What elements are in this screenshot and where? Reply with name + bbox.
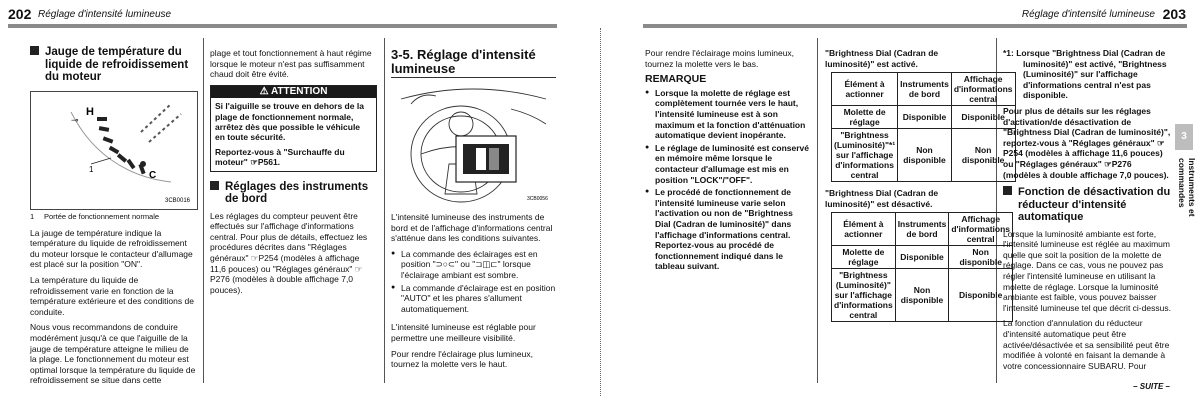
chapter-tab-number: 3 <box>1175 124 1193 150</box>
dimming-bullet-list <box>391 249 556 315</box>
table-cell: Disponible <box>895 246 949 269</box>
header-rule-left <box>8 24 557 28</box>
column-tables <box>825 48 1013 322</box>
warning-reference: Reportez-vous à "Surchauffe du moteur" ☞P561. <box>215 146 345 168</box>
square-bullet-icon <box>30 46 39 55</box>
column-instruments <box>210 48 377 300</box>
column-divider <box>384 38 385 383</box>
table-cell: Non disponible <box>898 129 952 182</box>
figure-code: 3CB0056 <box>527 196 548 202</box>
footnote: *1: Lorsque "Brightness Dial (Cadran de luminosité)" est activé, "Brightness (Luminosité)" sur l'affichage d'informations central n'est pas disponible. <box>1003 48 1167 101</box>
table-title-inactive: "Brightness Dial (Cadran de luminosité)" est désactivé. <box>825 188 939 209</box>
table-cell: Disponible <box>951 106 1015 129</box>
paragraph: Pour plus de détails sur les réglages d'activation/de désactivation de "Brightness Dial (Cadran de luminosité)", reportez-vous à "Réglages généraux" ☞P254 (modèles à affichage 11,6 pouces) ou "Réglages généraux" ☞P276 (modèles à double affichage 7,0 pouces). <box>1003 105 1171 180</box>
warning-box <box>210 85 377 172</box>
gauge-hot-label: H <box>86 106 94 118</box>
table-cell: Molette de réglage <box>832 106 898 129</box>
continued-marker: – SUITE – <box>1133 382 1170 391</box>
column-dimming <box>391 212 556 375</box>
table-header: Affichage d'informations central <box>949 213 1013 246</box>
paragraph: Les réglages du compteur peuvent être effectués sur l'affichage d'informations central. Pour plus de détails, effectuez les procédures décrites dans "Réglages généraux" ☞P254 (modèles à affichage 11,6 pouces) ou "Réglages généraux" ☞P276 (modèles à double affichage 7,0 pouces). <box>210 210 368 295</box>
paragraph: Lorsque la luminosité ambiante est forte, l'intensité lumineuse est réglée au maximum quelle que soit la position de la molette de réglage. Dans ce cas, vous ne pouvez pas régler l'intensité lumineuse en utilisant la molette de réglage. Lorsque la luminosité ambiante est faible, vous pouvez baisser l'intensité lumineuse tel que décrit ci-dessus. <box>1003 228 1171 313</box>
table-row <box>832 246 1013 269</box>
table-inactive <box>831 212 1013 322</box>
list-item: ● La commande des éclairages est en position "⊃○⊂" ou "⊐◫⊏" lorsque l'éclairage ambiant est sombre. <box>391 249 556 281</box>
section-title: 3-5. Réglage d'intensité lumineuse <box>391 47 536 76</box>
paragraph: Pour rendre l'éclairage plus lumineux, tournez la molette vers le haut. <box>391 348 533 370</box>
table-row <box>832 129 1016 182</box>
table-header-row <box>832 73 1016 106</box>
heading-coolant: Jauge de température du liquide de refroidissement du moteur <box>30 46 196 84</box>
list-item: ● Lorsque la molette de réglage est complètement tournée vers le haut, l'intensité lumineuse est à son maximum et la fonction d'atténuation automatique devient inopérante. <box>645 88 810 141</box>
column-divider <box>817 38 818 383</box>
running-title-left: Réglage d'intensité lumineuse <box>38 9 172 20</box>
table-cell: Non disponible <box>951 129 1015 182</box>
table-cell: Non disponible <box>895 269 949 322</box>
table-row <box>832 269 1013 322</box>
remark-title: REMARQUE <box>645 73 707 86</box>
heading-deactivation: Fonction de désactivation du réducteur d'intensité automatique <box>1003 186 1171 224</box>
column-deactivation <box>1003 48 1171 376</box>
page-number-left: 202 <box>8 6 32 22</box>
table-header: Élément à actionner <box>832 73 898 106</box>
list-item: ● Le procédé de fonctionnement de l'intensité lumineuse varie selon l'activation ou non de "Brightness Dial (Cadran de luminosité)" dans l'affichage d'informations central. Reportez-vous au procédé de fonctionnement indiqué dans le tableau suivant. <box>645 187 810 272</box>
chapter-tab-title: Instruments et commandes <box>1177 158 1197 217</box>
paragraph: La fonction d'annulation du réducteur d'intensité automatique peut être activée/désactivée et sa sensibilité peut être modifiée à volonté en faisant la demande à votre concessionnaire SUBARU. Pour <box>1003 318 1170 371</box>
table-title-active: "Brightness Dial (Cadran de luminosité)" est activé. <box>825 48 939 69</box>
remark-bullet-list <box>645 88 810 272</box>
table-cell: Non disponible <box>949 246 1013 269</box>
column-coolant-body <box>30 212 196 391</box>
figure-code: 3CB0016 <box>165 198 191 204</box>
square-bullet-icon <box>1003 186 1012 195</box>
gauge-illustration <box>31 92 197 209</box>
paragraph: Pour rendre l'éclairage moins lumineux, tournez la molette vers le bas. <box>645 48 795 69</box>
header-rule-right <box>643 24 1187 28</box>
figure-temperature-gauge <box>30 91 198 210</box>
spine-divider <box>600 28 601 396</box>
paragraph: La température du liquide de refroidissement varie en fonction de la température extérieure et des conditions de conduite. <box>30 274 194 317</box>
list-item: ● Le réglage de luminosité est conservé en mémoire même lorsque le contacteur d'allumage est mis en position "LOCK"/"OFF". <box>645 143 810 185</box>
running-title-right: Réglage d'intensité lumineuse <box>1021 9 1155 20</box>
figure-dashboard <box>391 84 556 204</box>
table-header: Instruments de bord <box>895 213 949 246</box>
table-header: Affichage d'informations central <box>951 73 1015 106</box>
table-row <box>832 106 1016 129</box>
gauge-cold-label: C <box>149 170 157 181</box>
table-header: Élément à actionner <box>832 213 896 246</box>
table-cell: Molette de réglage <box>832 246 896 269</box>
warning-text: Si l'aiguille se trouve en dehors de la plage de fonctionnement normale, arrêtez dès que possible le véhicule en toute sécurité. <box>215 101 364 143</box>
paragraph: plage et tout fonctionnement à haut régime lorsque le moteur n'est pas suffisamment chaud doit être évité. <box>210 48 372 80</box>
warning-triangle-icon: ⚠ <box>259 85 271 97</box>
table-header-row <box>832 213 1013 246</box>
paragraph: Nous vous recommandons de conduire modérément jusqu'à ce que l'aiguille de la jauge de température atteigne le milieu de la plage. Le fonctionnement du moteur est optimal lorsque la température du liquide de refroidissement se situe dans cette <box>30 322 196 386</box>
page-number-right: 203 <box>1162 6 1186 22</box>
table-active <box>831 72 1016 182</box>
paragraph: La jauge de température indique la température du liquide de refroidissement du moteur lorsque le contacteur d'allumage est placé sur la position "ON". <box>30 227 193 270</box>
table-cell: Disponible <box>949 269 1013 322</box>
dashboard-illustration <box>391 84 556 204</box>
gauge-callout: 1 <box>89 165 94 174</box>
column-remark <box>645 48 810 274</box>
warning-body <box>211 98 376 170</box>
paragraph: L'intensité lumineuse des instruments de bord et de l'affichage d'informations central s'atténue dans les conditions suivantes. <box>391 212 553 244</box>
paragraph: L'intensité lumineuse est réglable pour permettre une meilleure visibilité. <box>391 322 536 343</box>
heading-instruments: Réglages des instruments de bord <box>210 181 377 206</box>
table-header: Instruments de bord <box>898 73 952 106</box>
section-rule <box>391 77 556 78</box>
table-cell: "Brightness (Luminosité)"*¹ sur l'affichage d'informations central <box>832 129 898 182</box>
column-coolant <box>30 46 196 89</box>
thermometer-icon: ⊸ <box>71 116 79 126</box>
warning-header: ⚠ ATTENTION <box>211 86 376 98</box>
figure-caption: 1 Portée de fonctionnement normale <box>30 212 160 221</box>
table-cell: Disponible <box>898 106 952 129</box>
square-bullet-icon <box>210 181 219 190</box>
table-cell: "Brightness (Luminosité)" sur l'affichage d'informations central <box>832 269 896 322</box>
column-divider <box>203 38 204 383</box>
list-item: ● La commande d'éclairage est en position "AUTO" et les phares s'allument automatiquement. <box>391 283 556 315</box>
